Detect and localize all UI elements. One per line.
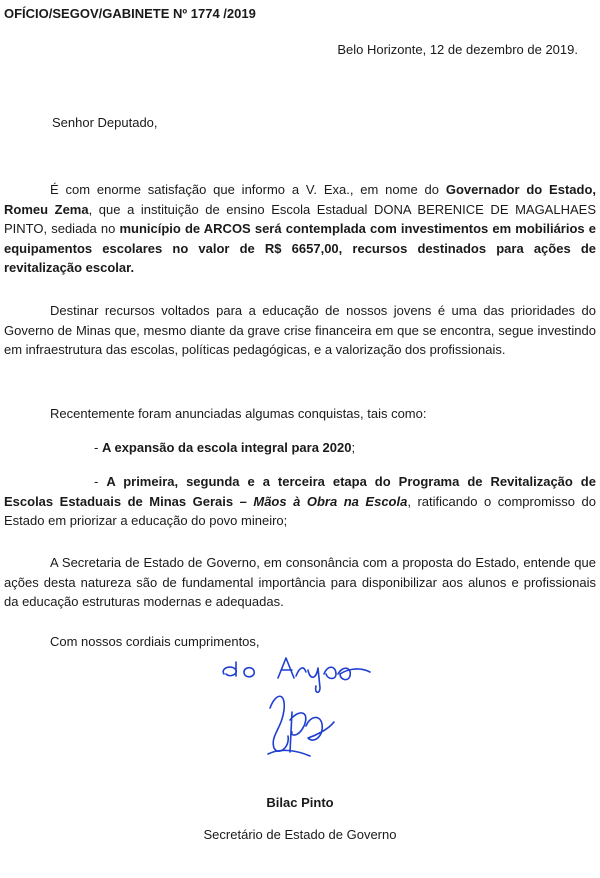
bullet-1-dash: - [94, 440, 102, 455]
bullet-item-2 [4, 472, 596, 531]
paragraph-1-bold-2: município de ARCOS será contemplada com investimentos em mobiliários e equipamentos escolares no valor de R$ 6657,00, recursos destinados para ações de revitalização escolar. [4, 221, 597, 276]
bullet-1-bold: A expansão da escola integral para 2020 [101, 440, 352, 455]
paragraph-3 [4, 404, 596, 424]
closing-text: Com nossos cordiais cumprimentos, [50, 634, 260, 649]
paragraph-1-bold-1: Governador do Estado, Romeu Zema [4, 182, 597, 217]
paragraph-1 [4, 180, 596, 278]
paragraph-3-text: Recentemente foram anunciadas algumas conquistas, tais como: [50, 406, 427, 421]
document-reference: OFÍCIO/SEGOV/GABINETE Nº 1774 /2019 [4, 6, 256, 21]
paragraph-1-text-2: , que a instituição de ensino Escola Estadual DONA BERENICE DE MAGALHAES PINTO, sediada no [4, 201, 596, 237]
handwritten-signature [210, 652, 400, 792]
paragraph-4 [4, 553, 596, 612]
bullet-2-bold: A primeira, segunda e a terceira etapa do Programa de Revitalização de Escolas Estaduais de Minas Gerais – [4, 474, 596, 509]
paragraph-2-text: Destinar recursos voltados para a educação de nossos jovens é uma das prioridades do Governo de Minas que, mesmo diante da grave crise financeira em que se encontra, segue investindo em infraestrutura das escolas, políticas pedagógicas, e a valorização dos profissionais. [4, 303, 596, 358]
paragraph-1-text-1: É com enorme satisfação que informo a V. Exa., em nome do [50, 182, 446, 197]
salutation: Senhor Deputado, [52, 115, 158, 130]
signer-name: Bilac Pinto [266, 795, 334, 810]
paragraph-4-text: A Secretaria de Estado de Governo, em consonância com a proposta do Estado, entende que ações desta natureza são de fundamental importância para disponibilizar aos alunos e profissionais da educação estruturas modernas e adequadas. [4, 555, 596, 610]
document-date: Belo Horizonte, 12 de dezembro de 2019. [337, 42, 578, 57]
bullet-2-dash: - [94, 474, 107, 489]
bullet-item-1 [4, 438, 596, 458]
bullet-1-end: ; [351, 440, 356, 455]
signer-role: Secretário de Estado de Governo [203, 827, 397, 842]
closing [4, 632, 596, 652]
bullet-2-end: , ratificando o compromisso do Estado em priorizar a educação do povo mineiro; [4, 493, 596, 529]
paragraph-2 [4, 301, 596, 360]
bullet-2-italic: Mãos à Obra na Escola [253, 493, 408, 509]
